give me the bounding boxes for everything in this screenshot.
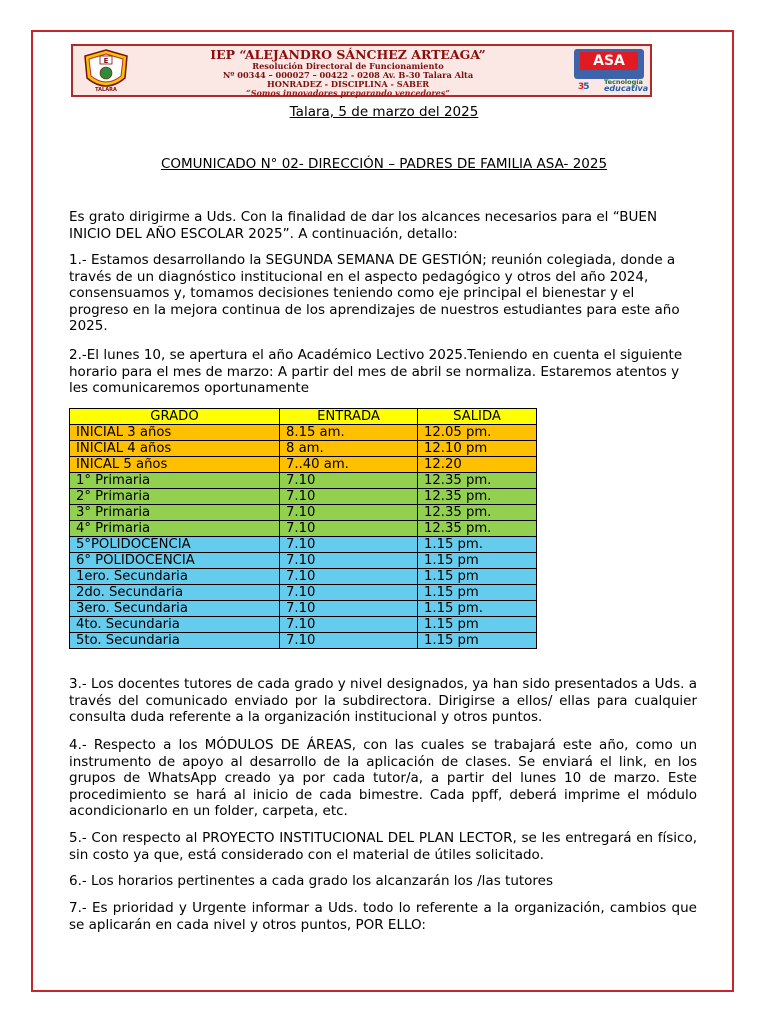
cell-entrada: 7.10: [280, 553, 418, 569]
logo-dots: 35: [578, 82, 589, 92]
schedule-table: [69, 408, 537, 649]
cell-salida: 1.15 pm: [418, 585, 537, 601]
cell-grado: 4° Primaria: [70, 521, 280, 537]
table-row: [70, 601, 537, 617]
intro-paragraph: Es grato dirigirme a Uds. Con la finalidad de dar los alcances necesarios para el “BUEN INICIO DEL AÑO ESCOLAR 2025”. A continuación, detallo:: [69, 209, 658, 242]
cell-grado: INICIAL 4 años: [70, 441, 280, 457]
school-name: IEP “ALEJANDRO SÁNCHEZ ARTEAGA”: [210, 47, 486, 62]
asa-tech-logo: [574, 49, 649, 93]
cell-entrada: 7.10: [280, 473, 418, 489]
point-3: 3.- Los docentes tutores de cada grado y nivel designados, ya han sido presentados a Uds. a través del comunicado enviado por la subdirectora. Dirigirse a ellos/ ellas para cualquier consulta duda referente a la organización institucional y otros puntos.: [69, 676, 697, 725]
table-row: [70, 537, 537, 553]
table-row: [70, 473, 537, 489]
table-row: [70, 521, 537, 537]
svg-text:TALARA: TALARA: [95, 87, 117, 93]
cell-salida: 12.35 pm.: [418, 489, 537, 505]
table-row: [70, 457, 537, 473]
cell-salida: 1.15 pm.: [418, 537, 537, 553]
date-line: Talara, 5 de marzo del 2025: [289, 104, 479, 120]
values-line: HONRADEZ - DISCIPLINA - SABER: [266, 79, 430, 89]
cell-entrada: 7.10: [280, 569, 418, 585]
letterhead: [71, 44, 652, 97]
numbers-address-line: Nº 00344 – 000027 – 00422 - 0208 Av. B-30 Talara Alta: [222, 70, 474, 80]
point-7: 7.- Es prioridad y Urgente informar a Uds. todo lo referente a la organización, cambios que se aplicarán en cada nivel y otros puntos, POR ELLO:: [69, 900, 697, 933]
header-grado: GRADO: [70, 409, 280, 425]
cell-grado: 3ero. Secundaria: [70, 601, 280, 617]
cell-salida: 12.10 pm: [418, 441, 537, 457]
resolution-line: Resolución Directoral de Funcionamiento: [252, 61, 444, 71]
cell-grado: 5to. Secundaria: [70, 633, 280, 649]
point-5: 5.- Con respecto al PROYECTO INSTITUCIONAL DEL PLAN LECTOR, se les entregará en físico, sin costo ya que, está considerado con el material de útiles solicitado.: [69, 830, 697, 863]
table-row: [70, 633, 537, 649]
cell-entrada: 7.10: [280, 537, 418, 553]
cell-salida: 12.35 pm.: [418, 521, 537, 537]
cell-entrada: 8.15 am.: [280, 425, 418, 441]
cell-entrada: 8 am.: [280, 441, 418, 457]
cell-grado: 5°POLIDOCENCIA: [70, 537, 280, 553]
cell-grado: INICIAL 3 años: [70, 425, 280, 441]
cell-grado: 6° POLIDOCENCIA: [70, 553, 280, 569]
cell-grado: 2° Primaria: [70, 489, 280, 505]
monitor-icon: [574, 49, 644, 79]
table-row: [70, 585, 537, 601]
cell-salida: 1.15 pm: [418, 569, 537, 585]
cell-grado: 3° Primaria: [70, 505, 280, 521]
cell-entrada: 7.10: [280, 585, 418, 601]
motto-line: “Somos innovadores preparando vencedores”: [246, 88, 450, 98]
cell-entrada: 7.10: [280, 617, 418, 633]
point-6: 6.- Los horarios pertinentes a cada grado los alcanzarán los /las tutores: [69, 873, 554, 889]
cell-entrada: 7..40 am.: [280, 457, 418, 473]
cell-grado: 1° Primaria: [70, 473, 280, 489]
point-2: 2.-El lunes 10, se apertura el año Académico Lectivo 2025.Teniendo en cuenta el siguiente horario para el mes de marzo: A partir del mes de abril se normaliza. Estaremos atentos y les comunicaremos oportunamente: [69, 347, 683, 396]
cell-grado: 2do. Secundaria: [70, 585, 280, 601]
comunicado-title: COMUNICADO N° 02- DIRECCIÓN – PADRES DE FAMILIA ASA- 2025: [160, 156, 608, 172]
header-salida: SALIDA: [418, 409, 537, 425]
cell-entrada: 7.10: [280, 489, 418, 505]
cell-entrada: 7.10: [280, 633, 418, 649]
asa-logo-text: ASA: [580, 52, 638, 70]
table-row: [70, 489, 537, 505]
point-1: 1.- Estamos desarrollando la SEGUNDA SEMANA DE GESTIÓN; reunión colegiada, donde a través de un diagnóstico institucional en el aspecto pedagógico y otros del año 2024, consensuamos y, tomamos decisiones teniendo como eje principal el bienestar y el progreso en la mejora continua de los aprendizajes de nuestros estudiantes para este año 2025.: [69, 252, 680, 334]
cell-grado: INICAL 5 años: [70, 457, 280, 473]
letterhead-text: [143, 48, 553, 98]
logo-tag-tecnologia: Tecnología: [604, 78, 643, 86]
cell-salida: 1.15 pm: [418, 553, 537, 569]
cell-salida: 12.35 pm.: [418, 473, 537, 489]
cell-salida: 1.15 pm: [418, 617, 537, 633]
table-row: [70, 569, 537, 585]
table-row: [70, 553, 537, 569]
cell-salida: 12.05 pm.: [418, 425, 537, 441]
cell-salida: 12.20: [418, 457, 537, 473]
cell-salida: 1.15 pm: [418, 633, 537, 649]
cell-salida: 1.15 pm.: [418, 601, 537, 617]
table-row: [70, 617, 537, 633]
cell-entrada: 7.10: [280, 521, 418, 537]
point-4: 4.- Respecto a los MÓDULOS DE ÁREAS, con las cuales se trabajará este año, como un instrumento de apoyo al desarrollo de la aplicación de clases. Se enviará el link, en los grupos de WhatsApp creado ya por cada tutor/a, a partir del lunes 10 de marzo. Este procedimiento se hará al inicio de cada bimestre. Cada ppff, deberá imprime el módulo acondicionarlo en un folder, carpeta, etc.: [69, 737, 697, 819]
school-crest-logo: [81, 48, 131, 94]
logo-tag-educativa: educativa: [604, 84, 649, 93]
table-header-row: [70, 409, 537, 425]
header-entrada: ENTRADA: [280, 409, 418, 425]
cell-entrada: 7.10: [280, 601, 418, 617]
cell-grado: 1ero. Secundaria: [70, 569, 280, 585]
cell-grado: 4to. Secundaria: [70, 617, 280, 633]
table-row: [70, 505, 537, 521]
table-row: [70, 425, 537, 441]
cell-salida: 12.35 pm.: [418, 505, 537, 521]
cell-entrada: 7.10: [280, 505, 418, 521]
table-row: [70, 441, 537, 457]
svg-text:E: E: [103, 57, 109, 65]
